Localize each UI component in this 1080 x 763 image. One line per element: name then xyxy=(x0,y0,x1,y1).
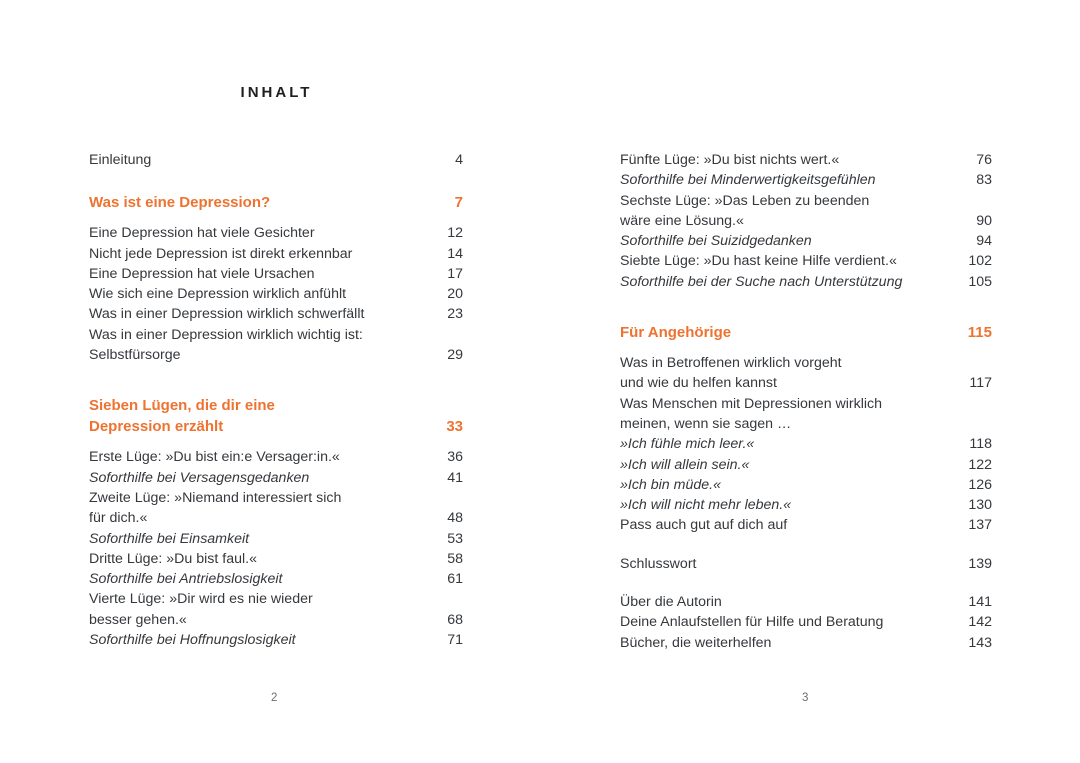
toc-entry[interactable] xyxy=(620,434,992,454)
toc-entry-page-number: 126 xyxy=(968,476,992,493)
toc-entry-page-number: 14 xyxy=(447,245,463,262)
toc-entry[interactable] xyxy=(89,630,463,650)
toc-entry-page-number: 4 xyxy=(455,152,463,168)
toc-entry[interactable] xyxy=(620,150,992,170)
toc-entry-label: Soforthilfe bei Einsamkeit xyxy=(89,530,250,547)
toc-spacer xyxy=(89,170,463,192)
toc-entry[interactable] xyxy=(620,592,992,612)
toc-entry-page-number: 130 xyxy=(968,497,992,514)
toc-entry-label: Soforthilfe bei Versagensgedanken xyxy=(89,469,310,486)
toc-entry[interactable] xyxy=(89,488,463,508)
toc-entry[interactable] xyxy=(89,150,463,170)
toc-entry-page-number: 12 xyxy=(447,225,463,242)
toc-entry-label: Einleitung xyxy=(89,152,152,168)
toc-spacer xyxy=(89,437,463,447)
toc-entry-label: Siebte Lüge: »Du hast keine Hilfe verdient.« xyxy=(620,253,897,270)
toc-entry[interactable] xyxy=(89,610,463,630)
toc-entry-label: Nicht jede Depression ist direkt erkennbar xyxy=(89,245,353,262)
toc-entry[interactable] xyxy=(620,394,992,414)
toc-spacer xyxy=(620,292,992,322)
toc-entry-label: besser gehen.« xyxy=(89,611,187,628)
toc-entry[interactable] xyxy=(89,325,463,345)
toc-entry[interactable] xyxy=(89,569,463,589)
toc-entry-page-number: 122 xyxy=(968,456,992,473)
toc-entry[interactable] xyxy=(89,345,463,365)
toc-entry-label: meinen, wenn sie sagen … xyxy=(620,415,792,432)
toc-entry-page-number: 61 xyxy=(447,571,463,588)
toc-entry-label: Pass auch gut auf dich auf xyxy=(620,517,788,534)
page-title: INHALT xyxy=(240,84,313,101)
toc-entry-page-number: 118 xyxy=(969,436,992,453)
toc-entry-label: Deine Anlaufstellen für Hilfe und Beratung xyxy=(620,614,884,631)
toc-spacer xyxy=(89,213,463,223)
toc-entry[interactable] xyxy=(620,231,992,251)
toc-entry[interactable] xyxy=(620,554,992,574)
toc-entry-label: »Ich will allein sein.« xyxy=(620,456,750,473)
toc-entry-label: Eine Depression hat viele Ursachen xyxy=(89,265,315,282)
toc-entry-page-number: 23 xyxy=(447,306,463,323)
toc-entry-label: für dich.« xyxy=(89,510,148,527)
toc-entry-page-number: 139 xyxy=(968,555,992,572)
toc-entry-label: Depression erzählt xyxy=(89,418,224,436)
folio-right: 3 xyxy=(802,692,809,704)
toc-entry-label: Selbstfürsorge xyxy=(89,347,181,364)
toc-entry-label: Dritte Lüge: »Du bist faul.« xyxy=(89,550,257,567)
toc-entry[interactable] xyxy=(89,264,463,284)
toc-entry-page-number: 48 xyxy=(447,510,463,527)
toc-spacer xyxy=(89,365,463,395)
folio-left: 2 xyxy=(271,692,278,704)
toc-spacer xyxy=(620,574,992,592)
toc-entry[interactable] xyxy=(620,612,992,632)
toc-entry-page-number: 41 xyxy=(447,469,463,486)
toc-entry-label: Was Menschen mit Depressionen wirklich xyxy=(620,395,883,412)
toc-entry-label: Fünfte Lüge: »Du bist nichts wert.« xyxy=(620,152,840,168)
toc-entry-page-number: 68 xyxy=(447,611,463,628)
toc-entry-label: wäre eine Lösung.« xyxy=(620,212,744,229)
toc-section-heading[interactable] xyxy=(89,192,463,213)
toc-entry[interactable] xyxy=(620,455,992,475)
toc-entry-page-number: 20 xyxy=(447,286,463,303)
toc-entry-page-number: 102 xyxy=(968,253,992,270)
toc-entry-label: und wie du helfen kannst xyxy=(620,375,777,392)
toc-entry-label: Schlusswort xyxy=(620,555,697,572)
toc-entry-label: Was in einer Depression wirklich wichtig ist: xyxy=(89,326,363,343)
toc-entry[interactable] xyxy=(620,633,992,653)
toc-entry-label: Für Angehörige xyxy=(620,324,732,342)
toc-entry-label: Soforthilfe bei der Suche nach Unterstützung xyxy=(620,273,903,290)
toc-entry[interactable] xyxy=(89,244,463,264)
toc-entry-page-number: 117 xyxy=(969,375,992,392)
toc-section-heading[interactable] xyxy=(620,322,992,343)
toc-entry-label: »Ich fühle mich leer.« xyxy=(620,436,755,453)
toc-entry-page-number: 33 xyxy=(446,418,463,436)
toc-entry[interactable] xyxy=(89,447,463,467)
toc-entry-label: Was in Betroffenen wirklich vorgeht xyxy=(620,355,842,372)
toc-entry-label: Sechste Lüge: »Das Leben zu beenden xyxy=(620,192,870,209)
toc-entry[interactable] xyxy=(89,589,463,609)
toc-entry-label: Soforthilfe bei Hoffnungslosigkeit xyxy=(89,632,296,649)
toc-entry-label: Über die Autorin xyxy=(620,594,722,611)
toc-entry-label: Vierte Lüge: »Dir wird es nie wieder xyxy=(89,591,313,608)
toc-entry[interactable] xyxy=(89,508,463,528)
toc-entry[interactable] xyxy=(620,170,992,190)
toc-entry-label: Zweite Lüge: »Niemand interessiert sich xyxy=(89,489,342,506)
toc-entry-page-number: 90 xyxy=(976,212,992,229)
toc-entry-page-number: 142 xyxy=(968,614,992,631)
toc-entry-page-number: 71 xyxy=(447,632,463,649)
toc-entry-page-number: 29 xyxy=(447,347,463,364)
toc-entry-label: Wie sich eine Depression wirklich anfühlt xyxy=(89,286,347,303)
toc-entry-label: Soforthilfe bei Suizidgedanken xyxy=(620,233,812,250)
toc-entry[interactable] xyxy=(89,304,463,324)
toc-section-heading[interactable] xyxy=(89,395,463,416)
toc-entry-label: Bücher, die weiterhelfen xyxy=(620,634,772,651)
toc-column-left xyxy=(89,150,463,650)
toc-entry-page-number: 7 xyxy=(454,194,463,212)
toc-spacer xyxy=(620,343,992,353)
toc-entry[interactable] xyxy=(620,191,992,211)
toc-column-right xyxy=(620,150,992,653)
toc-entry[interactable] xyxy=(620,251,992,271)
toc-entry[interactable] xyxy=(620,414,992,434)
toc-entry-label: Erste Lüge: »Du bist ein:e Versager:in.« xyxy=(89,449,340,466)
toc-entry-page-number: 115 xyxy=(967,324,992,342)
toc-entry-page-number: 36 xyxy=(447,449,463,466)
toc-entry-label: Sieben Lügen, die dir eine xyxy=(89,397,275,415)
toc-entry-page-number: 76 xyxy=(976,152,992,168)
toc-section-heading[interactable] xyxy=(89,416,463,437)
toc-entry-page-number: 137 xyxy=(968,517,992,534)
toc-entry-label: Soforthilfe bei Minderwertigkeitsgefühlen xyxy=(620,172,876,189)
toc-entry-page-number: 94 xyxy=(976,233,992,250)
toc-entry-page-number: 17 xyxy=(447,265,463,282)
toc-entry[interactable] xyxy=(620,495,992,515)
toc-entry[interactable] xyxy=(620,353,992,373)
toc-entry[interactable] xyxy=(620,211,992,231)
toc-entry-page-number: 143 xyxy=(968,634,992,651)
toc-entry-label: Was in einer Depression wirklich schwerfällt xyxy=(89,306,365,323)
toc-entry-label: Was ist eine Depression? xyxy=(89,194,271,212)
toc-entry[interactable] xyxy=(89,468,463,488)
toc-entry-page-number: 83 xyxy=(976,172,992,189)
toc-entry-label: Eine Depression hat viele Gesichter xyxy=(89,225,315,242)
toc-entry-page-number: 141 xyxy=(968,594,992,611)
toc-entry[interactable] xyxy=(620,373,992,393)
toc-entry-page-number: 53 xyxy=(447,530,463,547)
toc-entry-label: »Ich will nicht mehr leben.« xyxy=(620,497,792,514)
toc-entry-page-number: 105 xyxy=(968,273,992,290)
toc-entry[interactable] xyxy=(89,529,463,549)
toc-entry[interactable] xyxy=(89,223,463,243)
toc-entry-label: Soforthilfe bei Antriebslosigkeit xyxy=(89,571,283,588)
toc-entry[interactable] xyxy=(620,475,992,495)
toc-entry[interactable] xyxy=(620,272,992,292)
toc-spacer xyxy=(620,536,992,554)
toc-entry[interactable] xyxy=(89,284,463,304)
toc-entry[interactable] xyxy=(620,515,992,535)
toc-entry-page-number: 58 xyxy=(447,550,463,567)
toc-entry-label: »Ich bin müde.« xyxy=(620,476,721,493)
toc-entry[interactable] xyxy=(89,549,463,569)
